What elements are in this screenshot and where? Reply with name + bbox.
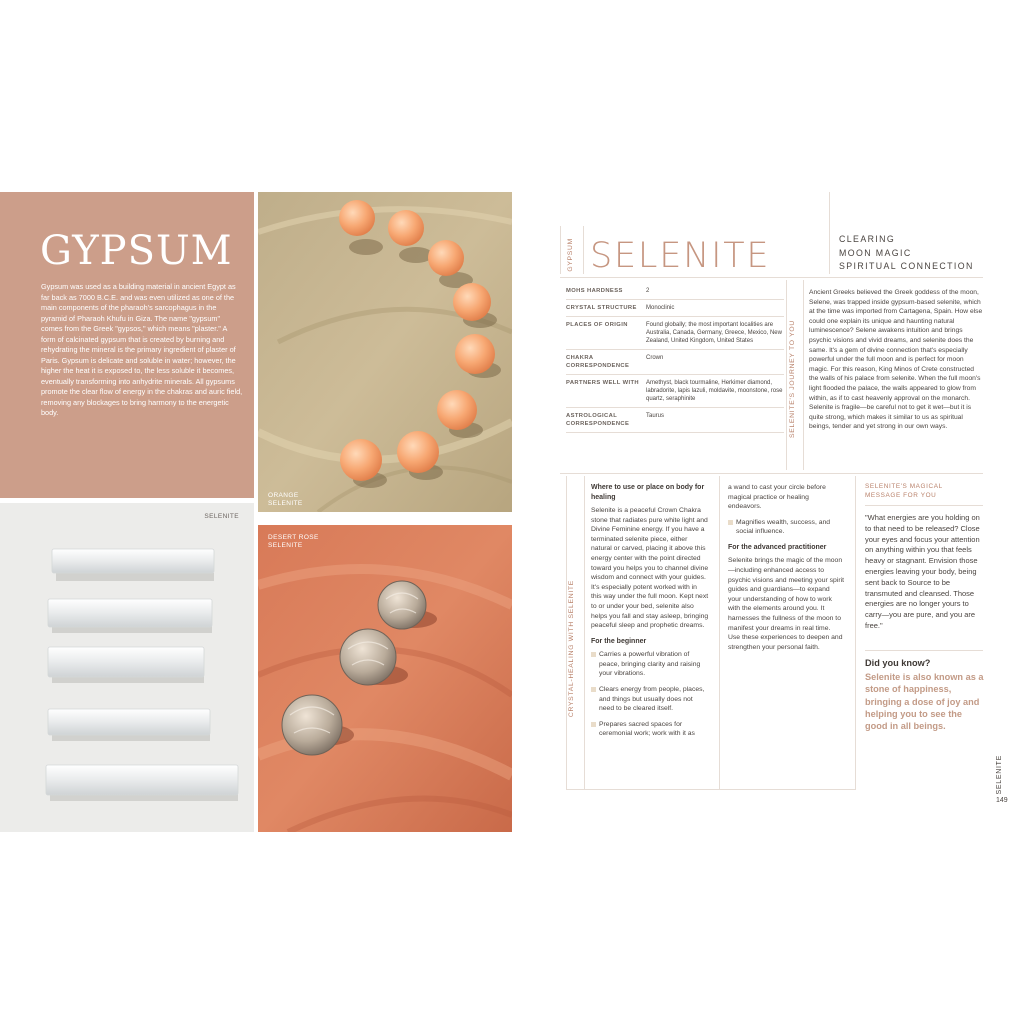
lower-left-rule	[566, 476, 567, 790]
fact-label: MOHS HARDNESS	[566, 288, 623, 294]
advanced-text: Selenite brings the magic of the moon—including enhanced access to psychic visions and meeting your spirit guides and guardians—to expand your understanding of how to work with the elements around you. It harnesses the fullness of the moon to manifest your dreams in real time. Use these experiences to deepen and strengthen your personal faith.	[728, 557, 844, 651]
title-left-rule	[560, 226, 561, 274]
fact-row	[566, 408, 784, 433]
where-text: Selenite is a peaceful Crown Chakra stone that radiates pure white light and Divine Feminine energy. If you have a terminated selenite piece, either natural or carved, placing it above this energy center with the point directed toward you helps you to channel divine wisdom and connect with your guides. It's especially potent worked with in this way under the full moon. Kept next to or under your bed, selenite also helps you fall and stay asleep, bringing peaceful sleep and prophetic dreams.	[591, 507, 709, 630]
gypsum-title: GYPSUM	[40, 228, 233, 274]
caption-line: ORANGE	[268, 492, 299, 499]
caption-line: DESERT ROSE	[268, 534, 319, 541]
where-heading: Where to use or place on body for healing	[591, 484, 705, 501]
desert-rose-photo	[258, 525, 512, 832]
did-you-know-heading: Did you know?	[865, 658, 931, 668]
fact-row	[566, 350, 784, 375]
did-you-know-text: Selenite is also known as a stone of happiness, bringing a dose of joy and helping you to see the good in all beings.	[865, 672, 984, 732]
fact-row	[566, 300, 784, 317]
gypsum-panel	[0, 192, 254, 498]
wealth-item: Magnifies wealth, success, and social influence.	[728, 518, 844, 537]
healing-divider	[584, 476, 585, 790]
gypsum-description: Gypsum was used as a building material in ancient Egypt as far back as 7000 B.C.E. and was even utilized as one of the main components of the pharaoh's sarcophagus in the pyramid of Pharaoh Khufu in Giza. The name "gypsum" comes from the Greek "gypsos," which means "plaster." A form of calcinated gypsum that is created by burning and rehydrating the mineral is the primary ingredient of plaster of Paris. Gypsum is delicate and soluble in water; however, the higher the heat it is exposed to, the less soluble it becomes, eventually transforming into anhydrite minerals. All gypsums promote the clear flow of energy in the chakras and auric field, removing any blockages to bring harmony to the energetic body.	[41, 282, 243, 417]
fact-row	[566, 375, 784, 408]
journey-divider	[803, 280, 804, 470]
beginner-item: Prepares sacred spaces for ceremonial work; work with it as	[591, 720, 709, 739]
title-right-rule	[829, 192, 830, 274]
fact-value: Monoclinic	[646, 305, 675, 311]
fact-label: CHAKRA CORRESPONDENCE	[566, 355, 630, 369]
selenite-title: SELENITE	[590, 236, 771, 276]
properties-list	[839, 233, 974, 274]
message-text: "What energies are you holding on to that need to be released? Close your eyes and focus your attention on anything within you that feels heavy or stagnant. Envision those energies leaving your body, being sent back to Source to be transmuted and cleansed. Those energies are no longer yours to carry—you are pure, and you are free."	[865, 513, 980, 630]
orange-selenite-photo	[258, 192, 512, 512]
page-number: 149	[996, 797, 1008, 804]
fact-label: CRYSTAL STRUCTURE	[566, 305, 637, 311]
caption-line: SELENITE	[268, 500, 303, 507]
wand-text: a wand to cast your circle before magical practice or healing endeavors.	[728, 484, 826, 511]
fact-label: PLACES OF ORIGIN	[566, 322, 628, 328]
fact-value: Amethyst, black tourmaline, Herkimer diamond, labradorite, lapis lazuli, moldavite, moonstone, rose quartz, seraphinite	[646, 380, 783, 402]
healing-column-1	[591, 483, 709, 745]
message-heading-line: MESSAGE FOR YOU	[865, 491, 937, 499]
fact-value: Taurus	[646, 413, 665, 419]
beginner-item: Clears energy from people, places, and things but usually does not need to be cleared itself.	[591, 685, 709, 714]
header-bottom-rule	[560, 277, 983, 278]
fact-row	[566, 283, 784, 300]
column-divider	[719, 476, 720, 790]
healing-column-2	[728, 483, 844, 658]
lower-bottom-rule	[566, 789, 855, 790]
title-divider	[583, 226, 584, 274]
gypsum-side-label: GYPSUM	[567, 238, 574, 272]
fact-row	[566, 317, 784, 350]
property-item: MOON MAGIC	[839, 247, 912, 258]
orange-selenite-caption	[268, 492, 303, 508]
fact-label: ASTROLOGICAL CORRESPONDENCE	[566, 413, 630, 427]
property-item: CLEARING	[839, 234, 896, 244]
did-you-know-rule	[865, 650, 983, 651]
message-heading-rule	[865, 505, 983, 506]
selenite-wands-photo	[0, 503, 254, 832]
beginner-item: Carries a powerful vibration of peace, bringing clarity and raising your vibrations.	[591, 650, 709, 679]
fact-label: PARTNERS WELL WITH	[566, 380, 640, 386]
desert-rose-caption	[268, 534, 319, 550]
property-item: SPIRITUAL CONNECTION	[839, 261, 974, 271]
advanced-heading: For the advanced practitioner	[728, 543, 827, 551]
healing-side-label: CRYSTAL-HEALING WITH SELENITE	[568, 580, 575, 718]
fact-value: 2	[646, 288, 650, 294]
caption-line: SELENITE	[268, 542, 303, 549]
message-heading	[865, 483, 943, 500]
running-head: SELENITE	[996, 755, 1003, 795]
fact-value: Crown	[646, 355, 664, 361]
journey-text: Ancient Greeks believed the Greek goddess of the moon, Selene, was trapped inside gypsum-based selenite, which at the time was imported from Cartagena, Spain. How else could one explain its unique and haunting natural luminescence? Selene awakens intuition and brings psychic visions and vivid dreams, and selenite does the same. It's a gem of divine connection that's especially powerful under the full moon and is perfect for moon magic. For this reason, King Minos of Crete constructed the walls of his palace from selenite. When the full moon's light flooded the palace, the walls appeared to glow from within, as if to cast heavenly approval on the monarch. Selenite is fragile—be careful not to get it wet—but it is quite strong, which makes it similar to us as spiritual beings, tender and yet strong in our own ways.	[809, 289, 983, 431]
message-heading-line: SELENITE'S MAGICAL	[865, 483, 943, 490]
journey-side-label: SELENITE'S JOURNEY TO YOU	[789, 320, 796, 439]
selenite-caption: SELENITE	[204, 513, 239, 520]
message-left-rule	[855, 476, 856, 790]
beginner-heading: For the beginner	[591, 637, 647, 645]
journey-left-rule	[786, 280, 787, 470]
fact-value: Found globally; the most important localities are Australia, Canada, Germany, Greece, Mexico, New Zealand, United Kingdom, United States	[646, 322, 782, 344]
lower-top-rule	[560, 473, 983, 474]
facts-table	[566, 283, 784, 433]
